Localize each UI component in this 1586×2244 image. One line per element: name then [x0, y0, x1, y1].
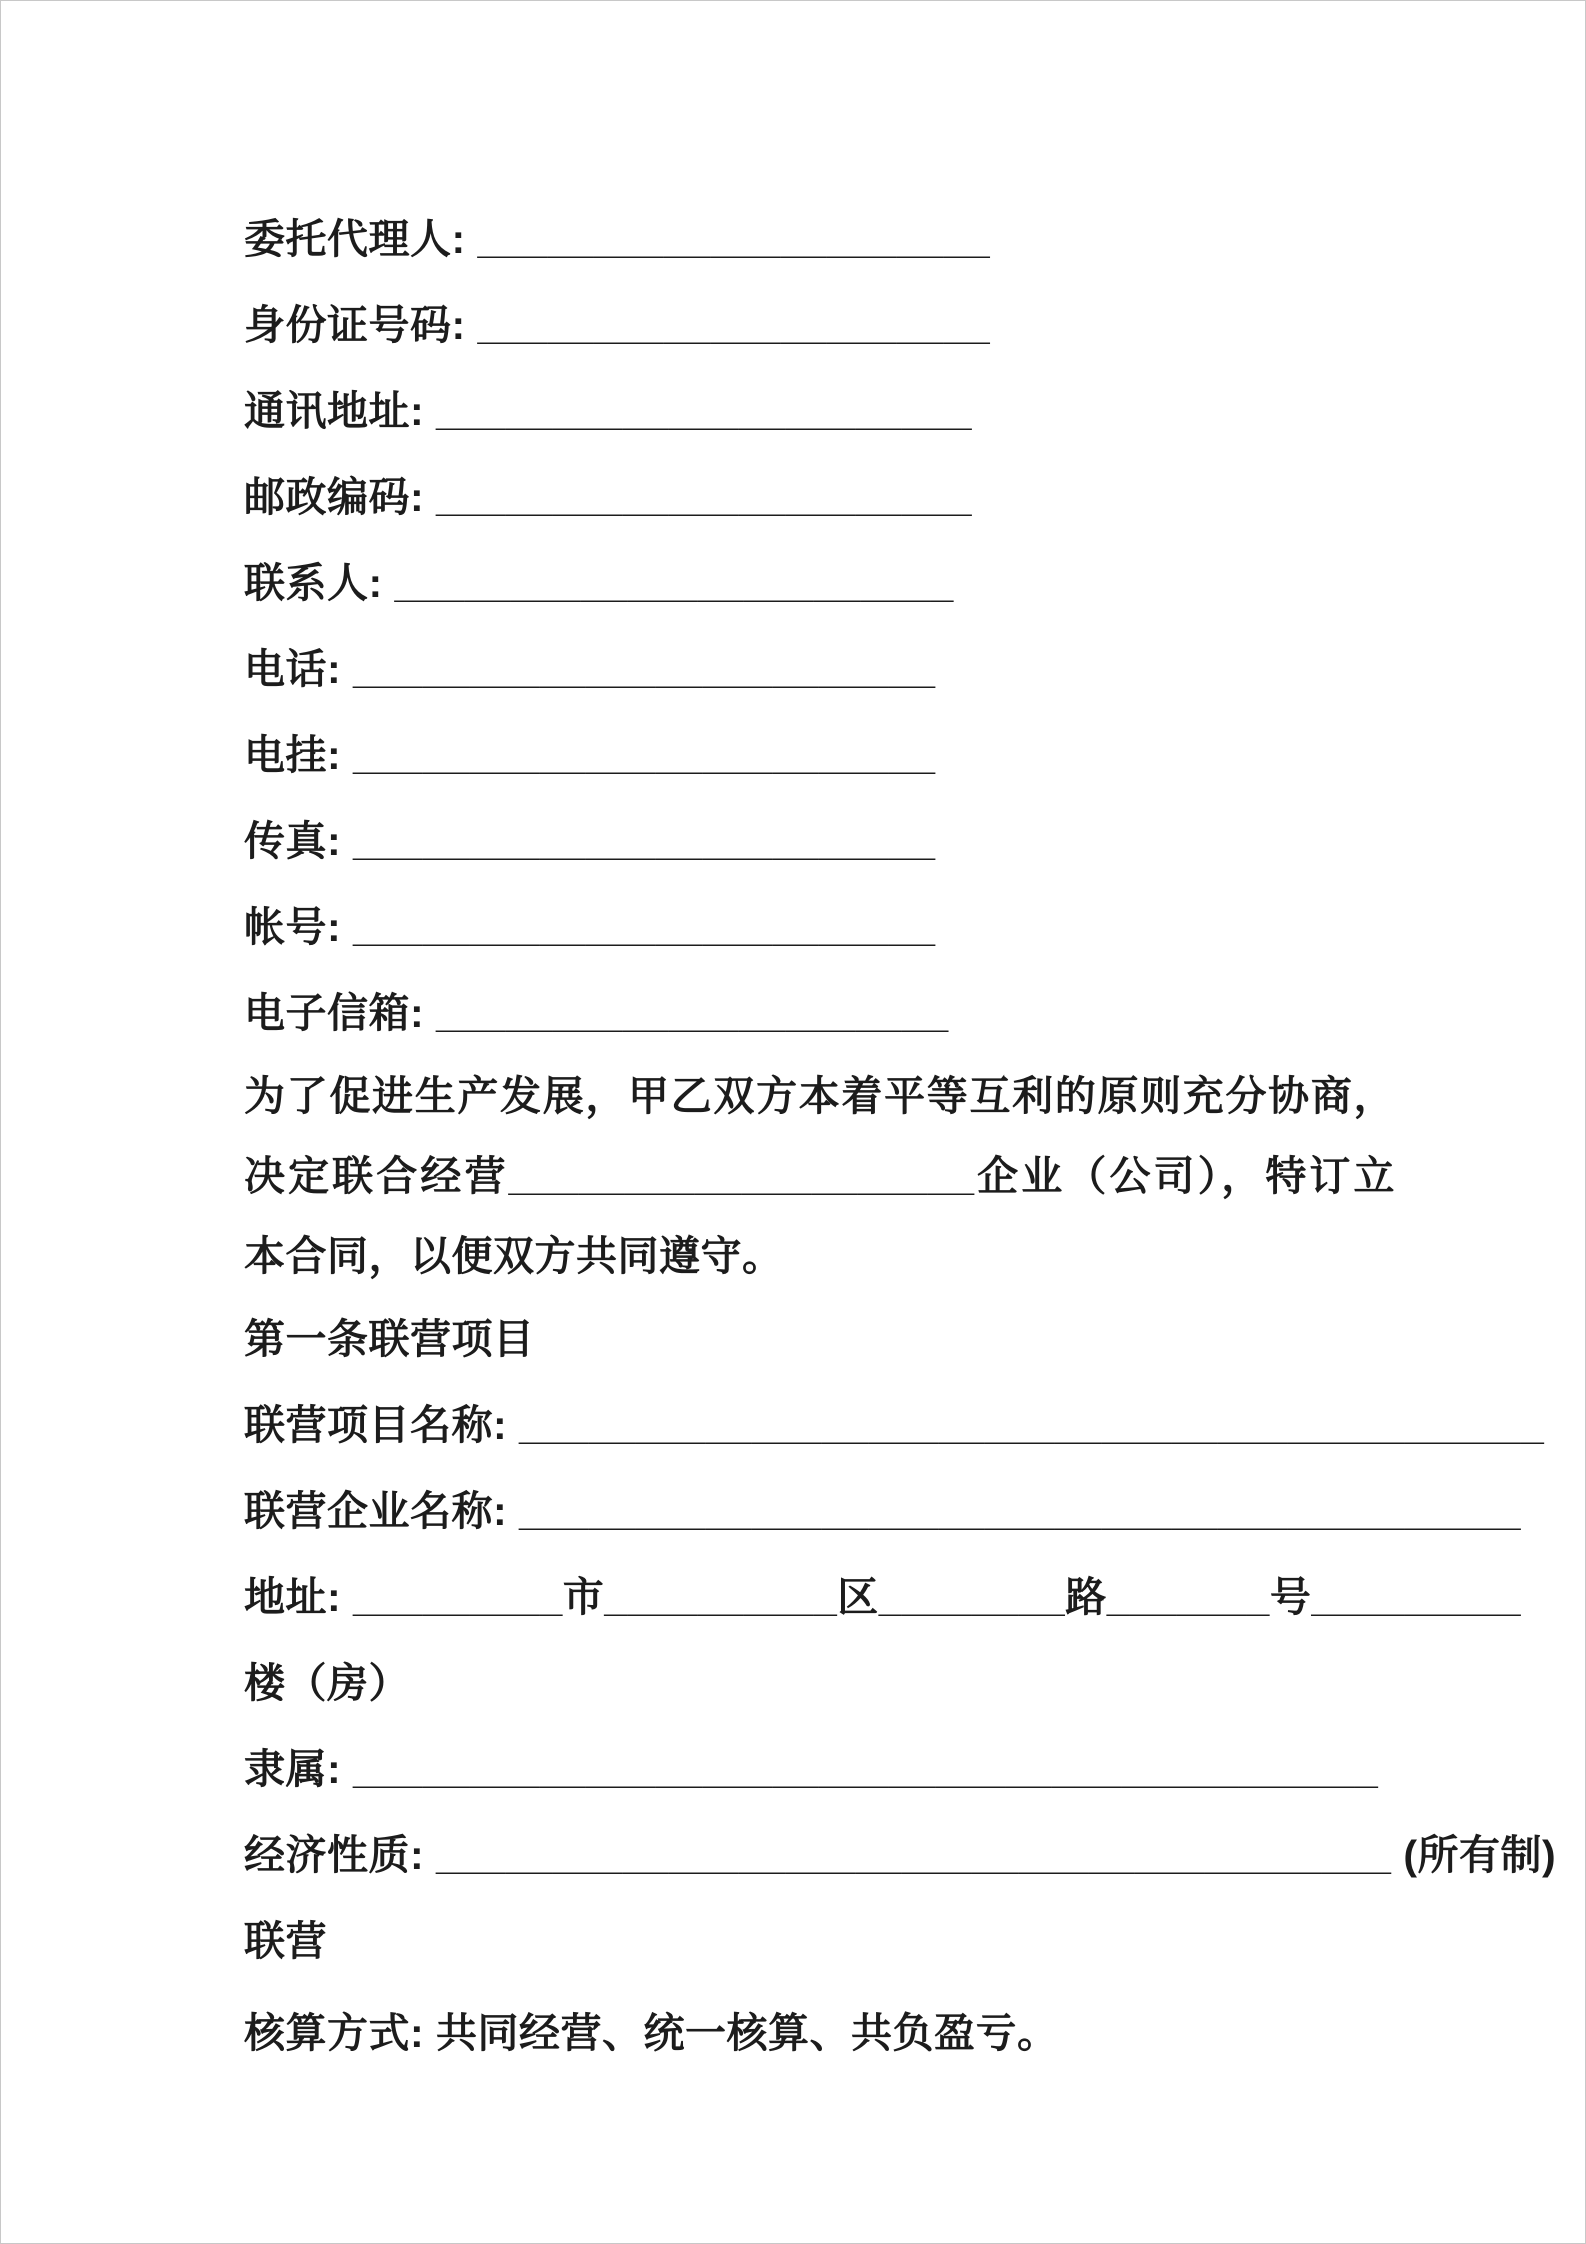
- field-address-continuation: 楼（房）: [244, 1660, 410, 1706]
- field-account-number: 帐号: _________________________: [244, 904, 936, 950]
- field-accounting-method: 核算方式: 共同经营、统一核算、共负盈亏。: [244, 2010, 1059, 2056]
- field-id-number: 身份证号码: ______________________: [244, 302, 991, 348]
- field-cable-address: 电挂: _________________________: [244, 732, 936, 778]
- field-economic-nature-continuation: 联营: [244, 1918, 327, 1964]
- field-email: 电子信箱: ______________________: [244, 990, 949, 1036]
- field-phone: 电话: _________________________: [244, 646, 936, 692]
- field-economic-nature: 经济性质: _________________________________________ (所有制): [244, 1832, 1557, 1878]
- field-entrusted-agent: 委托代理人: ______________________: [244, 216, 991, 262]
- field-mailing-address: 通讯地址: _______________________: [244, 388, 972, 434]
- field-enterprise-name: 联营企业名称: ___________________________________________: [244, 1488, 1522, 1534]
- field-project-name: 联营项目名称: ____________________________________________: [244, 1402, 1545, 1448]
- article-1-heading: 第一条联营项目: [244, 1316, 535, 1362]
- field-contact-person: 联系人: ________________________: [244, 560, 954, 606]
- field-postal-code: 邮政编码: _______________________: [244, 474, 972, 520]
- field-fax: 传真: _________________________: [244, 818, 936, 864]
- field-affiliation: 隶属: ____________________________________________: [244, 1746, 1379, 1792]
- field-address: 地址: _________市__________区________路_______号_________: [244, 1574, 1522, 1620]
- preamble-paragraph: 为了促进生产发展，甲乙双方本着平等互利的原则充分协商，决定联合经营____________________企业（公司），特订立本合同，以便双方共同遵守。: [244, 1073, 1395, 1279]
